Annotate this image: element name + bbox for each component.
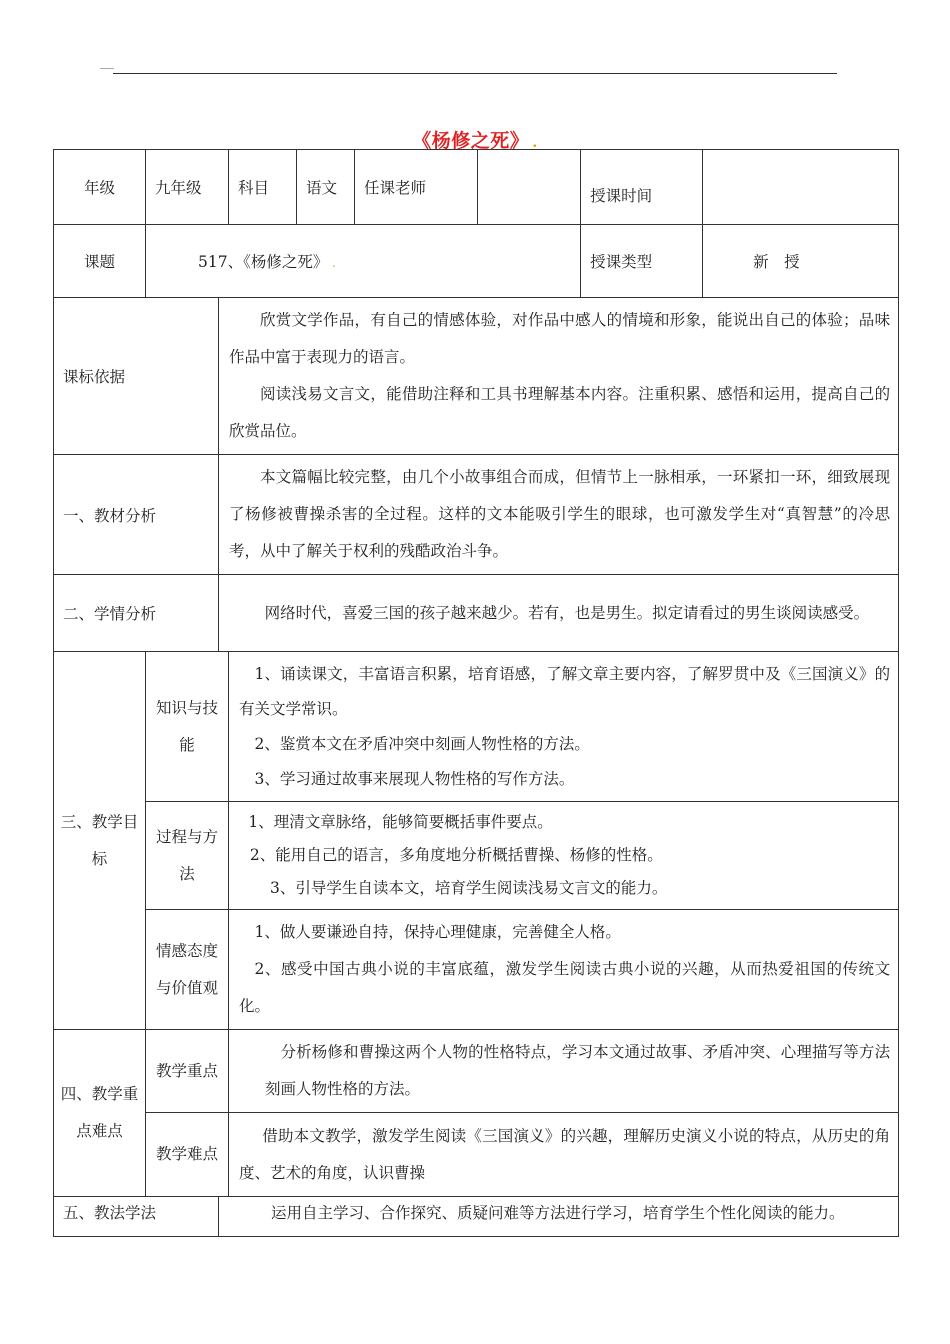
student-analysis-row	[54, 575, 899, 652]
header-row	[54, 150, 899, 225]
textbook-analysis-row	[54, 455, 899, 575]
emotion-item-1: 1、做人要谦逊自持，保持心理健康，完善健全人格。	[254, 923, 621, 941]
methods-row	[54, 1197, 899, 1237]
student-analysis-text: 网络时代，喜爱三国的孩子越来越少。若有，也是男生。拟定请看过的男生谈阅读感受。	[264, 603, 870, 622]
header-tick-mark	[100, 68, 114, 69]
textbook-analysis-text: 本文篇幅比较完整，由几个小故事组合而成，但情节上一脉相承，一环紧扣一环，细致展现了杨修被曹操杀害的全过程。这样的文本能吸引学生的眼球，也可激发学生对“真智慧”的冷思考，从中了解关于权利的残酷政治斗争。	[229, 468, 891, 560]
textbook-analysis-label: 一、教材分析	[54, 455, 219, 575]
process-label: 过程与方法	[146, 802, 229, 910]
knowledge-item-2: 2、鉴赏本文在矛盾冲突中刻画人物性格的方法。	[254, 734, 590, 753]
process-item-1: 1、理清文章脉络，能够简要概括事件要点。	[248, 813, 553, 831]
methods-content: 运用自主学习、合作探究、质疑问难等方法进行学习，培育学生个性化阅读的能力。	[219, 1197, 899, 1237]
topic-dot-mark: .	[328, 256, 336, 270]
knowledge-content	[229, 652, 899, 802]
knowledge-item-3: 3、学习通过故事来展现人物性格的写作方法。	[254, 769, 575, 788]
lesson-plan-table	[53, 149, 899, 1237]
type-value: 新 授	[703, 225, 899, 298]
emotion-item-2: 2、感受中国古典小说的丰富底蕴，激发学生阅读古典小说的兴趣，从而热爱祖国的传统文化。	[239, 960, 891, 1015]
type-label: 授课类型	[581, 225, 703, 298]
knowledge-item-1: 1、诵读课文，丰富语言积累，培育语感，了解文章主要内容，了解罗贯中及《三国演义》的有关文学常识。	[239, 664, 891, 718]
title-text: 《杨修之死》	[412, 130, 530, 152]
emotion-content	[229, 910, 899, 1030]
topic-row	[54, 225, 899, 298]
subject-label: 科目	[229, 150, 297, 225]
focus-row	[54, 1030, 899, 1113]
objectives-process-row	[54, 802, 899, 910]
topic-value: 517、《杨修之死》	[198, 253, 329, 271]
difficulty-label: 教学难点	[146, 1113, 229, 1197]
textbook-analysis-content	[219, 455, 899, 575]
standards-paragraph-2: 阅读浅易文言文，能借助注释和工具书理解基本内容。注重积累、感悟和运用，提高自己的欣赏品位。	[229, 385, 891, 440]
header-rule	[113, 73, 837, 74]
methods-label: 五、教法学法	[54, 1197, 219, 1237]
grade-value: 九年级	[146, 150, 229, 225]
objectives-label: 三、教学目标	[54, 652, 146, 1030]
process-item-2: 2、能用自己的语言，多角度地分析概括曹操、杨修的性格。	[249, 846, 663, 864]
topic-cell	[146, 225, 581, 298]
subject-value: 语文	[297, 150, 355, 225]
topic-label: 课题	[54, 225, 146, 298]
standards-content	[219, 298, 899, 455]
standards-paragraph-1: 欣赏文学作品，有自己的情感体验，对作品中感人的情境和形象，能说出自己的体验；品味作品中富于表现力的语言。	[229, 311, 891, 366]
difficulty-row	[54, 1113, 899, 1197]
grade-label: 年级	[54, 150, 146, 225]
difficulty-content	[229, 1113, 899, 1197]
knowledge-label: 知识与技能	[146, 652, 229, 802]
student-analysis-content	[219, 575, 899, 652]
focus-content	[229, 1030, 899, 1113]
process-item-3: 3、引导学生自读本文，培育学生阅读浅易文言文的能力。	[270, 879, 668, 897]
key-points-label: 四、教学重点难点	[54, 1030, 146, 1197]
focus-label: 教学重点	[146, 1030, 229, 1113]
standards-row	[54, 298, 899, 455]
process-content	[229, 802, 899, 910]
student-analysis-label: 二、学情分析	[54, 575, 219, 652]
teacher-value	[478, 150, 581, 225]
title-dot-mark: .	[532, 135, 538, 151]
standards-label: 课标依据	[54, 298, 219, 455]
focus-text: 分析杨修和曹操这两个人物的性格特点，学习本文通过故事、矛盾冲突、心理描写等方法刻画人物性格的方法。	[265, 1043, 891, 1098]
time-label: 授课时间	[581, 150, 703, 225]
objectives-emotion-row	[54, 910, 899, 1030]
objectives-knowledge-row	[54, 652, 899, 802]
difficulty-text: 借助本文教学，激发学生阅读《三国演义》的兴趣，理解历史演义小说的特点，从历史的角度、艺术的角度，认识曹操	[239, 1126, 891, 1182]
teacher-label: 任课老师	[355, 150, 478, 225]
emotion-label: 情感态度与价值观	[146, 910, 229, 1030]
time-value	[703, 150, 899, 225]
